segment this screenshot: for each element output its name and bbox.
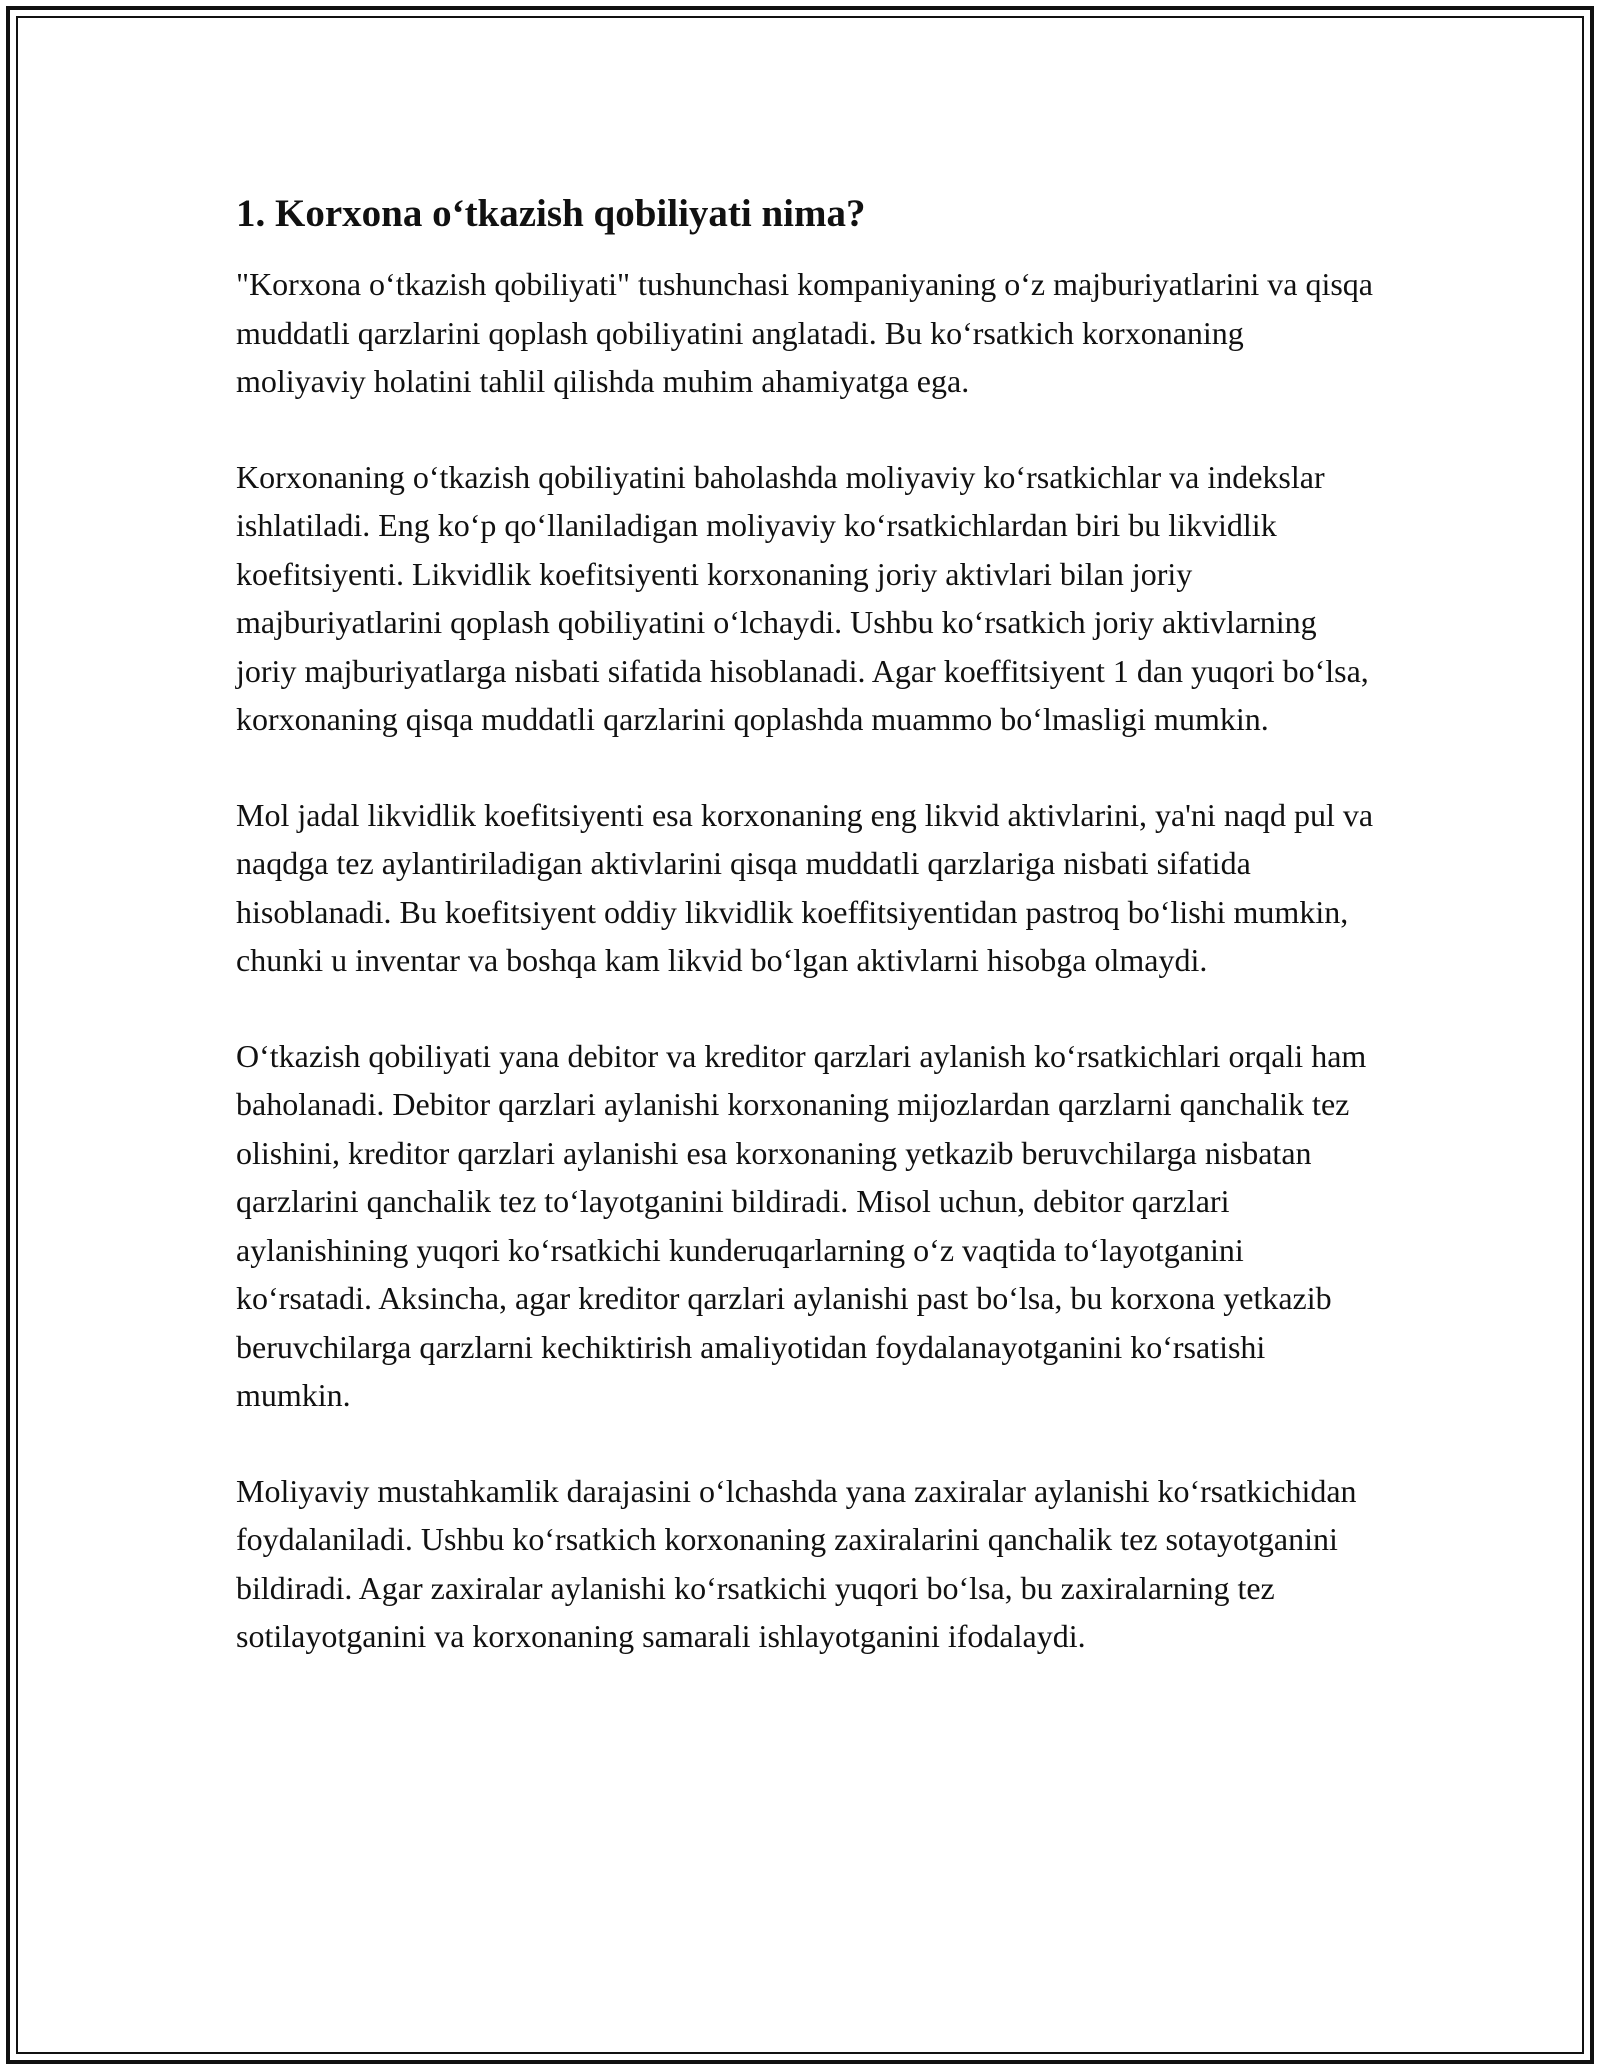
document-body	[236, 188, 1376, 1708]
paragraph-liquidity-ratio: Korxonaning o‘tkazish qobiliyatini baholashda moliyaviy ko‘rsatkichlar va indekslar ishlatiladi. Eng ko‘p qo‘llaniladigan moliyaviy ko‘rsatkichlardan biri bu likvidlik koefitsiyenti. Likvidlik koefitsiyenti korxonaning joriy aktivlari bilan joriy majburiyatlarini qoplash qobiliyatini o‘lchaydi. Ushbu ko‘rsatkich joriy aktivlarning joriy majburiyatlarga nisbati sifatida hisoblanadi. Agar koeffitsiyent 1 dan yuqori bo‘lsa, korxonaning qisqa muddatli qarzlarini qoplashda muammo bo‘lmasligi mumkin.	[236, 458, 1369, 737]
paragraph-quick-ratio: Mol jadal likvidlik koefitsiyenti esa korxonaning eng likvid aktivlarini, ya'ni naqd pul va naqdga tez aylantiriladigan aktivlarini qisqa muddatli qarzlariga nisbati sifatida hisoblanadi. Bu koefitsiyent oddiy likvidlik koeffitsiyentidan pastroq bo‘lishi mumkin, chunki u inventar va boshqa kam likvid bo‘lgan aktivlarni hisobga olmaydi.	[236, 796, 1374, 978]
paragraph-receivables-payables-turnover: O‘tkazish qobiliyati yana debitor va kreditor qarzlari aylanish ko‘rsatkichlari orqali ham baholanadi. Debitor qarzlari aylanishi korxonaning mijozlardan qarzlarni qanchalik tez olishini, kreditor qarzlari aylanishi esa korxonaning yetkazib beruvchilarga nisbatan qarzlarini qanchalik tez to‘layotganini bildiradi. Misol uchun, debitor qarzlari aylanishining yuqori ko‘rsatkichi kunderuqarlarning o‘z vaqtida to‘layotganini ko‘rsatadi. Aksincha, agar kreditor qarzlari aylanishi past bo‘lsa, bu korxona yetkazib beruvchilarga qarzlarni kechiktirish amaliyotidan foydalanayotganini ko‘rsatishi mumkin.	[236, 1037, 1367, 1413]
paragraph-definition: "Korxona o‘tkazish qobiliyati" tushunchasi kompaniyaning o‘z majburiyatlarini va qisqa muddatli qarzlarini qoplash qobiliyatini anglatadi. Bu ko‘rsatkich korxonaning moliyaviy holatini tahlil qilishda muhim ahamiyatga ega.	[236, 266, 1373, 399]
paragraph-inventory-turnover: Moliyaviy mustahkamlik darajasini o‘lchashda yana zaxiralar aylanishi ko‘rsatkichidan foydalaniladi. Ushbu ko‘rsatkich korxonaning zaxiralarini qanchalik tez sotayotganini bildiradi. Agar zaxiralar aylanishi ko‘rsatkichi yuqori bo‘lsa, bu zaxiralarning tez sotilayotganini va korxonaning samarali ishlayotganini ifodalaydi.	[236, 1472, 1357, 1654]
document-title: 1. Korxona o‘tkazish qobiliyati nima?	[236, 192, 866, 235]
